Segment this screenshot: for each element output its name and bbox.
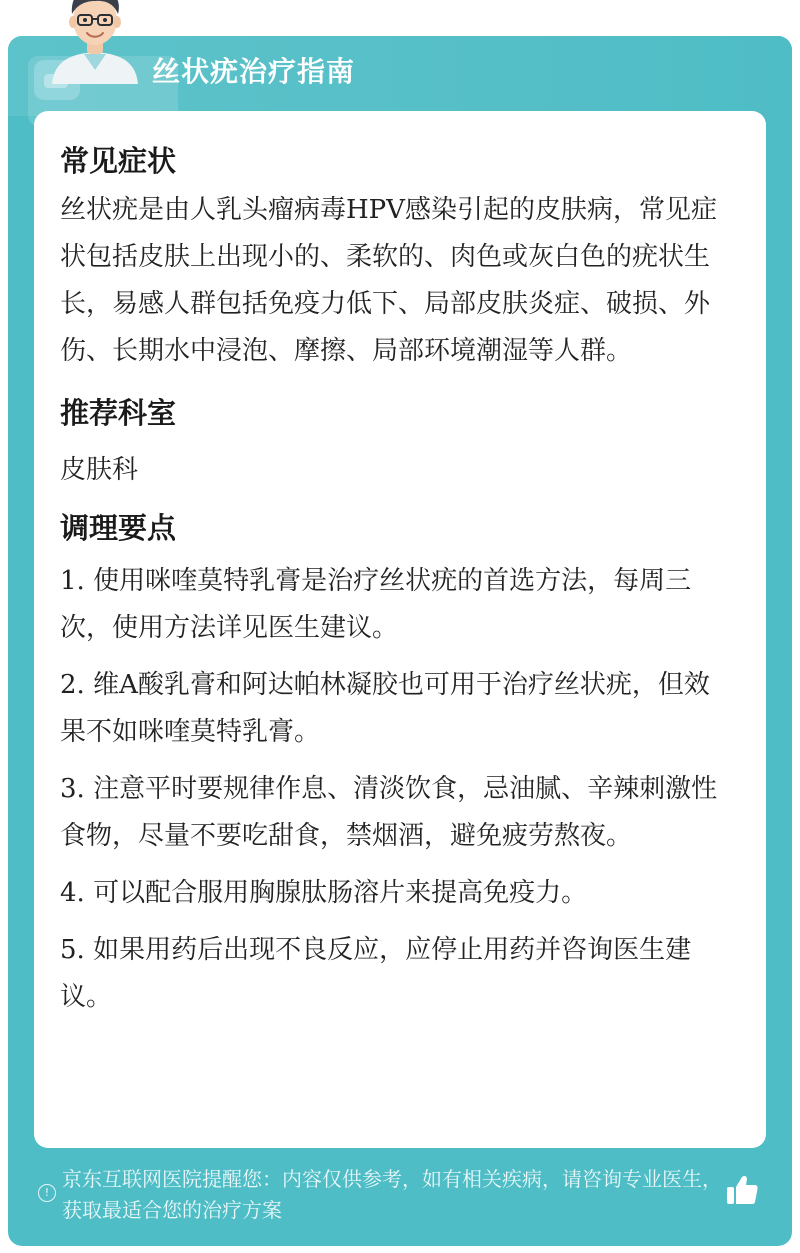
care-tip: 5. 如果用药后出现不良反应，应停止用药并咨询医生建议。 (60, 935, 692, 1012)
footer-disclaimer: 京东互联网医院提醒您：内容仅供参考，如有相关疾病，请咨询专业医生，获取最适合您的治疗方案 (62, 1167, 722, 1222)
department-text: 皮肤科 (60, 455, 139, 485)
guide-card (8, 36, 792, 1246)
info-icon: ! (38, 1184, 56, 1202)
page-title: 丝状疣治疗指南 (152, 55, 356, 88)
symptoms-heading: 常见症状 (60, 144, 177, 178)
care-tip: 4. 可以配合服用胸腺肽肠溶片来提高免疫力。 (60, 878, 588, 908)
thumbs-up-icon[interactable] (724, 1172, 760, 1208)
department-heading: 推荐科室 (60, 396, 177, 430)
care-tip: 2. 维A酸乳膏和阿达帕林凝胶也可用于治疗丝状疣，但效果不如咪喹莫特乳膏。 (60, 670, 710, 747)
content-panel (34, 111, 766, 1148)
symptoms-text: 丝状疣是由人乳头瘤病毒HPV感染引起的皮肤病，常见症状包括皮肤上出现小的、柔软的、肉色或灰白色的疣状生长，易感人群包括免疫力低下、局部皮肤炎症、破损、外伤、长期水中浸泡、摩擦、局部环境潮湿等人群。 (60, 195, 717, 366)
care-tip: 3. 注意平时要规律作息、清淡饮食，忌油腻、辛辣刺激性食物，尽量不要吃甜食，禁烟酒，避免疲劳熬夜。 (60, 774, 718, 851)
footer (8, 1158, 792, 1246)
care-tips-list (60, 558, 728, 1021)
care-heading: 调理要点 (60, 511, 177, 545)
doctor-avatar (40, 0, 150, 84)
care-tip: 1. 使用咪喹莫特乳膏是治疗丝状疣的首选方法，每周三次，使用方法详见医生建议。 (60, 566, 692, 643)
